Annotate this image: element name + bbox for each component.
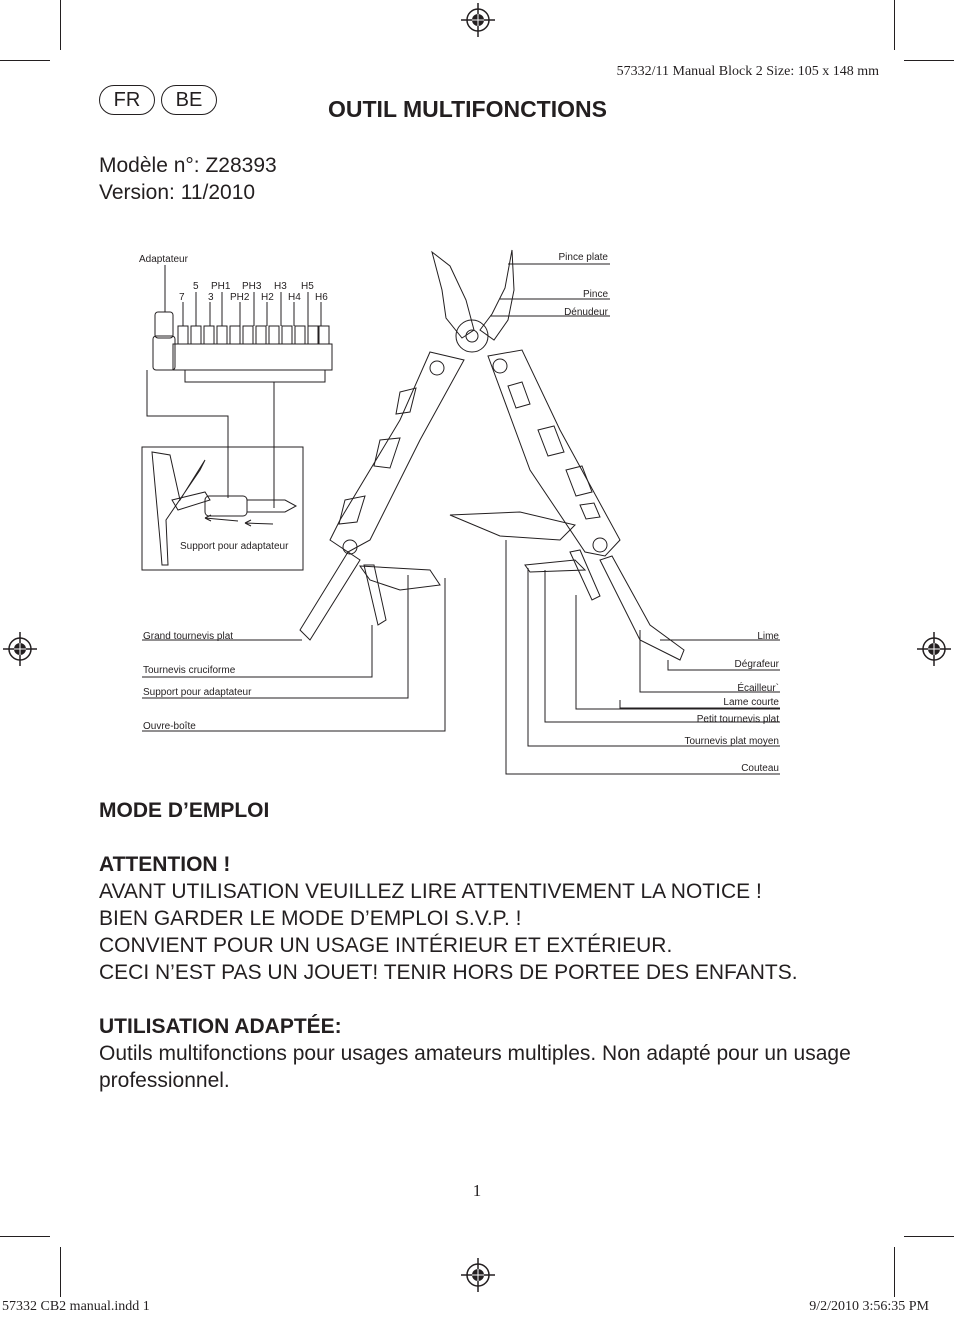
knife-blade: [450, 512, 575, 540]
attention-line: CECI N’EST PAS UN JOUET! TENIR HORS DE PORTEE DES ENFANTS.: [99, 961, 798, 984]
label-support-adaptateur: Support pour adaptateur: [143, 687, 252, 698]
crop-mark: [0, 60, 50, 61]
label-denudeur: Dénudeur: [564, 307, 608, 318]
cross-screwdriver-blade: [364, 565, 386, 625]
bit-label: 7: [179, 292, 185, 303]
file-info: 57332 CB2 manual.indd 1: [2, 1299, 150, 1314]
crop-mark: [904, 1236, 954, 1237]
short-blade: [570, 550, 600, 600]
label-pince: Pince: [582, 289, 608, 300]
usage-heading: UTILISATION ADAPTÉE:: [99, 1015, 342, 1038]
language-badge-be: BE: [161, 85, 217, 115]
bit-label: H5: [301, 281, 314, 292]
language-badge-fr: FR: [99, 85, 155, 115]
adapter-icon: [155, 312, 173, 338]
bit-label: PH1: [211, 281, 231, 292]
label-couteau: Couteau: [741, 763, 779, 774]
label-degrafeur: Dégrafeur: [734, 659, 779, 670]
bit-label: PH3: [242, 281, 262, 292]
bit-label: H2: [261, 292, 274, 303]
multitool-diagram: [0, 240, 954, 785]
label-lame-courte: Lame courte: [723, 697, 779, 708]
label-tournevis-cruciforme: Tournevis cruciforme: [143, 665, 236, 676]
model-info: [99, 152, 277, 206]
crop-mark: [894, 0, 895, 50]
instructions: [99, 797, 879, 1094]
label-petit-tournevis: Petit tournevis plat: [696, 714, 779, 725]
bit-row-icon: [178, 326, 329, 344]
registration-mark-icon: [461, 3, 495, 37]
label-tournevis-moyen: Tournevis plat moyen: [684, 736, 779, 747]
page-title: OUTIL MULTIFONCTIONS: [328, 96, 607, 122]
adapter-label: Adaptateur: [139, 254, 188, 265]
attention-heading: ATTENTION !: [99, 853, 231, 876]
flat-screwdriver-blade: [300, 552, 360, 640]
right-handle: [488, 350, 620, 556]
bit-label: 3: [208, 292, 214, 303]
can-opener-blade: [360, 566, 440, 590]
label-pince-plate: Pince plate: [558, 252, 608, 263]
bit-label: PH2: [230, 292, 250, 303]
pliers-jaw-left: [432, 252, 474, 338]
print-meta: 57332/11 Manual Block 2 Size: 105 x 148 mm: [616, 64, 879, 79]
model-number: Modèle n°: Z28393: [99, 154, 277, 177]
file-blade: [600, 556, 684, 660]
registration-mark-icon: [461, 1258, 495, 1292]
bit-label: H6: [315, 292, 328, 303]
support-inset-label: Support pour adaptateur: [180, 541, 289, 552]
usage-text: Outils multifonctions pour usages amateurs multiples. Non adapté pour un usage professionnel.: [99, 1042, 851, 1092]
bit-label: H4: [288, 292, 301, 303]
label-ecailleur: Écailleur`: [737, 683, 779, 694]
attention-line: CONVIENT POUR UN USAGE INTÉRIEUR ET EXTÉRIEUR.: [99, 934, 673, 957]
timestamp: 9/2/2010 3:56:35 PM: [809, 1299, 929, 1314]
label-lime: Lime: [757, 631, 779, 642]
attention-line: BIEN GARDER LE MODE D’EMPLOI S.V.P. !: [99, 907, 522, 930]
crop-mark: [60, 0, 61, 50]
crop-mark: [0, 1236, 50, 1237]
page-number: 1: [472, 1181, 482, 1200]
label-grand-tournevis: Grand tournevis plat: [143, 631, 234, 642]
left-handle: [330, 352, 464, 552]
mode-heading: MODE D’EMPLOI: [99, 799, 270, 822]
attention-line: AVANT UTILISATION VEUILLEZ LIRE ATTENTIVEMENT LA NOTICE !: [99, 880, 762, 903]
crop-mark: [60, 1247, 61, 1297]
bit-label: H3: [274, 281, 287, 292]
crop-mark: [904, 60, 954, 61]
label-ouvre-boite: Ouvre-boîte: [143, 721, 196, 732]
crop-mark: [894, 1247, 895, 1297]
model-version: Version: 11/2010: [99, 181, 256, 204]
bit-label: 5: [193, 281, 199, 292]
